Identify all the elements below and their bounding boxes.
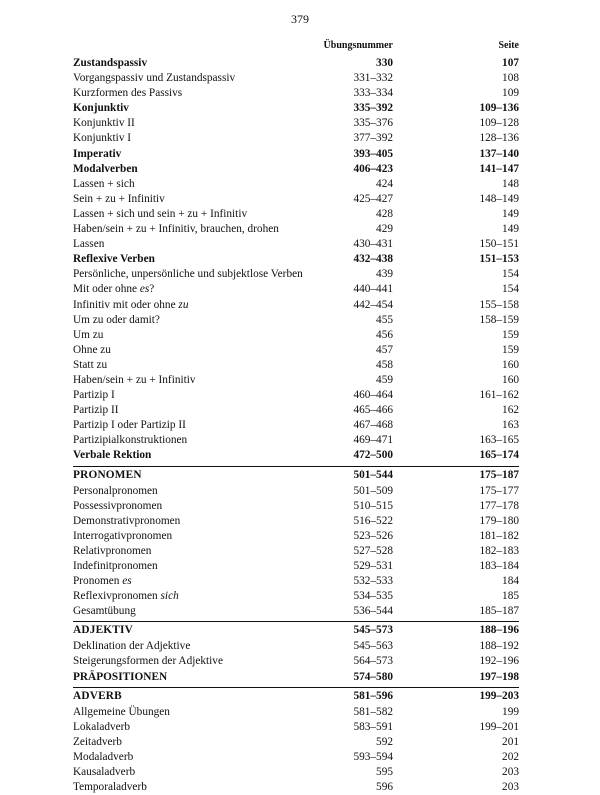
toc-entry-title-text: Modaladverb bbox=[73, 750, 134, 763]
toc-entry-title-text: Verbale Rektion bbox=[73, 449, 152, 462]
toc-entry-title-text: Allgemeine Übungen bbox=[73, 705, 170, 718]
toc-entry-title-text: Imperativ bbox=[73, 147, 122, 160]
toc-entry-title-text: Reflexive Verben bbox=[73, 253, 155, 266]
toc-entry-title-italic: es bbox=[139, 283, 150, 296]
exercise-number-range: 534–535 bbox=[353, 590, 393, 603]
toc-section-heading bbox=[73, 621, 519, 639]
page-range: 160 bbox=[502, 373, 519, 386]
page-range: 163 bbox=[502, 419, 519, 432]
table-of-contents bbox=[73, 38, 519, 795]
toc-section-heading bbox=[73, 687, 519, 705]
toc-entry-title-text: Lassen + sich bbox=[73, 177, 135, 190]
page-range: 154 bbox=[502, 268, 519, 281]
page-range: 141–147 bbox=[479, 162, 519, 175]
page-range: 192–196 bbox=[479, 655, 519, 668]
exercise-number-range: 393–405 bbox=[353, 147, 393, 160]
exercise-number-range: 456 bbox=[376, 328, 393, 341]
toc-row bbox=[73, 589, 519, 604]
toc-row bbox=[73, 388, 519, 403]
toc-chapter-row bbox=[73, 147, 519, 162]
page-range: 188–192 bbox=[479, 640, 519, 653]
toc-row bbox=[73, 574, 519, 589]
exercise-number-range: 430–431 bbox=[353, 238, 393, 251]
toc-row bbox=[73, 86, 519, 101]
toc-entry-title-text: Lassen + sich und sein + zu + Infinitiv bbox=[73, 207, 248, 220]
page-range: 185 bbox=[502, 590, 519, 603]
exercise-number-range: 467–468 bbox=[353, 419, 393, 432]
toc-chapter-row bbox=[73, 162, 519, 177]
toc-row bbox=[73, 192, 519, 207]
exercise-number-range: 595 bbox=[376, 766, 393, 779]
exercise-number-range: 469–471 bbox=[353, 434, 393, 447]
exercise-number-range: 440–441 bbox=[353, 283, 393, 296]
toc-entry-title-text: Temporaladverb bbox=[73, 781, 147, 794]
exercise-number-range: 536–544 bbox=[353, 605, 393, 618]
page-column-header: Seite bbox=[498, 40, 519, 51]
toc-row bbox=[73, 298, 519, 313]
page-range: 199 bbox=[502, 705, 519, 718]
toc-entry-title-text: Partizip I bbox=[73, 389, 115, 402]
exercise-number-column-header: Übungsnummer bbox=[323, 40, 393, 51]
toc-entry-title-text: Konjunktiv II bbox=[73, 117, 135, 130]
exercise-number-range: 527–528 bbox=[353, 544, 393, 557]
page-range: 155–158 bbox=[479, 298, 519, 311]
page-range: 159 bbox=[502, 343, 519, 356]
toc-entry-title-text: Haben/sein + zu + Infinitiv, brauchen, drohen bbox=[73, 223, 279, 236]
exercise-number-range: 429 bbox=[376, 223, 393, 236]
exercise-number-range: 432–438 bbox=[353, 253, 393, 266]
page-range: 158–159 bbox=[479, 313, 519, 326]
exercise-number-range: 406–423 bbox=[353, 162, 393, 175]
toc-entry-title-text: Lokaladverb bbox=[73, 720, 131, 733]
toc-entry-title-text: Possessivpronomen bbox=[73, 499, 163, 512]
toc-row bbox=[73, 604, 519, 619]
toc-entry-title-text: Vorgangspassiv und Zustandspassiv bbox=[73, 72, 236, 85]
toc-row bbox=[73, 282, 519, 297]
toc-entry-title-text: Modalverben bbox=[73, 162, 138, 175]
exercise-number-range: 333–334 bbox=[353, 87, 393, 100]
toc-row bbox=[73, 499, 519, 514]
exercise-number-range: 335–376 bbox=[353, 117, 393, 130]
toc-entry-title-text: PRONOMEN bbox=[73, 468, 142, 481]
page-range: 160 bbox=[502, 358, 519, 371]
page-range: 137–140 bbox=[479, 147, 519, 160]
page-range: 163–165 bbox=[479, 434, 519, 447]
toc-entry-title-text: Haben/sein + zu + Infinitiv bbox=[73, 373, 196, 386]
toc-row bbox=[73, 765, 519, 780]
exercise-number-range: 465–466 bbox=[353, 404, 393, 417]
toc-entry-title-text: Um zu bbox=[73, 328, 104, 341]
toc-chapter-row bbox=[73, 252, 519, 267]
page-range: 148–149 bbox=[479, 192, 519, 205]
toc-entry-title-text: Deklination der Adjektive bbox=[73, 640, 191, 653]
page-range: 202 bbox=[502, 750, 519, 763]
page-range: 199–201 bbox=[479, 720, 519, 733]
toc-row bbox=[73, 433, 519, 448]
toc-row bbox=[73, 484, 519, 499]
exercise-number-range: 545–573 bbox=[353, 624, 393, 637]
exercise-number-range: 330 bbox=[376, 57, 393, 69]
exercise-number-range: 428 bbox=[376, 207, 393, 220]
page-range: 197–198 bbox=[479, 670, 519, 683]
toc-row bbox=[73, 207, 519, 222]
toc-row bbox=[73, 639, 519, 654]
toc-entry-title-text: Statt zu bbox=[73, 358, 108, 371]
toc-entry-title-text: Partizipialkonstruktionen bbox=[73, 434, 188, 447]
toc-entry-title-text: ADJEKTIV bbox=[73, 624, 133, 637]
toc-entry-title-text: Um zu oder damit? bbox=[73, 313, 160, 326]
exercise-number-range: 593–594 bbox=[353, 750, 393, 763]
exercise-number-range: 501–544 bbox=[353, 468, 393, 481]
toc-entries bbox=[73, 56, 519, 795]
toc-section-heading bbox=[73, 466, 519, 484]
toc-entry-title-suffix: ? bbox=[149, 283, 155, 296]
page-range: 165–174 bbox=[479, 449, 519, 462]
toc-row bbox=[73, 418, 519, 433]
toc-row bbox=[73, 328, 519, 343]
exercise-number-range: 545–563 bbox=[353, 640, 393, 653]
exercise-number-range: 458 bbox=[376, 358, 393, 371]
toc-entry-title-text: Zeitadverb bbox=[73, 735, 122, 748]
page-range: 199–203 bbox=[479, 689, 519, 702]
page-range: 151–153 bbox=[479, 253, 519, 266]
exercise-number-range: 581–596 bbox=[353, 689, 393, 702]
toc-chapter-row bbox=[73, 101, 519, 116]
exercise-number-range: 472–500 bbox=[353, 449, 393, 462]
toc-entry-title-text: Reflexivpronomen bbox=[73, 590, 161, 603]
page-range: 177–178 bbox=[479, 499, 519, 512]
toc-entry-title-text: Ohne zu bbox=[73, 343, 111, 356]
toc-row bbox=[73, 131, 519, 146]
toc-chapter-row bbox=[73, 448, 519, 463]
toc-entry-title-text: Indefinitpronomen bbox=[73, 560, 158, 572]
toc-row bbox=[73, 735, 519, 750]
page-range: 159 bbox=[502, 328, 519, 341]
toc-row bbox=[73, 403, 519, 418]
toc-row bbox=[73, 559, 519, 574]
exercise-number-range: 532–533 bbox=[353, 575, 393, 588]
page-range: 108 bbox=[502, 72, 519, 85]
toc-row bbox=[73, 654, 519, 669]
page-range: 188–196 bbox=[479, 624, 519, 637]
exercise-number-range: 331–332 bbox=[353, 72, 393, 85]
toc-row bbox=[73, 222, 519, 237]
toc-entry-title-text: Persönliche, unpersönliche und subjektlose Verben bbox=[73, 268, 303, 281]
page-range: 150–151 bbox=[479, 238, 519, 251]
page-range: 203 bbox=[502, 781, 519, 794]
page-range: 154 bbox=[502, 283, 519, 296]
toc-entry-title-text: Demonstrativpronomen bbox=[73, 514, 181, 527]
toc-row bbox=[73, 373, 519, 388]
page-number: 379 bbox=[291, 12, 309, 26]
exercise-number-range: 523–526 bbox=[353, 529, 393, 542]
toc-entry-title-text: Partizip I oder Partizip II bbox=[73, 419, 186, 432]
exercise-number-range: 424 bbox=[376, 177, 393, 190]
exercise-number-range: 529–531 bbox=[353, 560, 393, 572]
toc-chapter-row bbox=[73, 56, 519, 71]
page-range: 161–162 bbox=[479, 389, 519, 402]
page-range: 181–182 bbox=[479, 529, 519, 542]
toc-row bbox=[73, 529, 519, 544]
toc-row bbox=[73, 514, 519, 529]
toc-entry-title-text: Kurzformen des Passivs bbox=[73, 87, 183, 100]
page-range: 149 bbox=[502, 207, 519, 220]
exercise-number-range: 457 bbox=[376, 343, 393, 356]
page-range: 128–136 bbox=[479, 132, 519, 145]
toc-entry-title-text: Zustandspassiv bbox=[73, 57, 148, 69]
toc-row bbox=[73, 313, 519, 328]
toc-row bbox=[73, 780, 519, 795]
toc-row bbox=[73, 720, 519, 735]
toc-entry-title-text: Gesamtübung bbox=[73, 605, 136, 618]
page-range: 185–187 bbox=[479, 605, 519, 618]
toc-entry-title-text: Steigerungsformen der Adjektive bbox=[73, 655, 223, 668]
page-range: 182–183 bbox=[479, 544, 519, 557]
page-range: 109–136 bbox=[479, 102, 519, 115]
exercise-number-range: 425–427 bbox=[353, 192, 393, 205]
toc-entry-title-text: ADVERB bbox=[73, 689, 122, 702]
exercise-number-range: 455 bbox=[376, 313, 393, 326]
page-range: 148 bbox=[502, 177, 519, 190]
exercise-number-range: 592 bbox=[376, 735, 393, 748]
toc-entry-title-text: Lassen bbox=[73, 238, 105, 251]
toc-entry-title-text: Personalpronomen bbox=[73, 484, 158, 497]
page-range: 162 bbox=[502, 404, 519, 417]
toc-entry-title-italic: zu bbox=[178, 298, 189, 311]
page-range: 183–184 bbox=[479, 560, 519, 572]
toc-row bbox=[73, 343, 519, 358]
toc-entry-title-text: Infinitiv mit oder ohne bbox=[73, 298, 179, 311]
exercise-number-range: 583–591 bbox=[353, 720, 393, 733]
toc-entry-title-text: Pronomen bbox=[73, 575, 123, 588]
toc-entry-title-text: Konjunktiv bbox=[73, 102, 129, 115]
toc-entry-title-text: Kausaladverb bbox=[73, 766, 136, 779]
page-range: 203 bbox=[502, 766, 519, 779]
exercise-number-range: 574–580 bbox=[353, 670, 393, 683]
exercise-number-range: 501–509 bbox=[353, 484, 393, 497]
toc-chapter-row bbox=[73, 670, 519, 685]
exercise-number-range: 510–515 bbox=[353, 499, 393, 512]
exercise-number-range: 581–582 bbox=[353, 705, 393, 718]
page-range: 175–177 bbox=[479, 484, 519, 497]
toc-entry-title-text: Mit oder ohne bbox=[73, 283, 140, 296]
page-range: 184 bbox=[502, 575, 519, 588]
page-range: 201 bbox=[502, 735, 519, 748]
exercise-number-range: 596 bbox=[376, 781, 393, 794]
toc-entry-title-italic: es bbox=[122, 575, 132, 588]
toc-entry-title-text: Relativpronomen bbox=[73, 544, 152, 557]
toc-row bbox=[73, 71, 519, 86]
exercise-number-range: 564–573 bbox=[353, 655, 393, 668]
toc-row bbox=[73, 237, 519, 252]
toc-row bbox=[73, 705, 519, 720]
exercise-number-range: 335–392 bbox=[353, 102, 393, 115]
toc-row bbox=[73, 267, 519, 282]
toc-entry-title-text: Partizip II bbox=[73, 404, 119, 417]
toc-entry-title-italic: sich bbox=[160, 590, 179, 603]
exercise-number-range: 442–454 bbox=[353, 298, 393, 311]
toc-entry-title-text: Interrogativpronomen bbox=[73, 529, 173, 542]
page-range: 175–187 bbox=[479, 468, 519, 481]
toc-row bbox=[73, 177, 519, 192]
page-range: 109 bbox=[502, 87, 519, 100]
toc-entry-title-text: PRÄPOSITIONEN bbox=[73, 670, 168, 683]
exercise-number-range: 459 bbox=[376, 373, 393, 386]
toc-entry-title-text: Sein + zu + Infinitiv bbox=[73, 192, 165, 205]
toc-entry-title-text: Konjunktiv I bbox=[73, 132, 132, 145]
exercise-number-range: 460–464 bbox=[353, 389, 393, 402]
page-range: 149 bbox=[502, 223, 519, 236]
exercise-number-range: 439 bbox=[376, 268, 393, 281]
column-header-row bbox=[73, 38, 519, 56]
toc-row bbox=[73, 116, 519, 131]
toc-row bbox=[73, 358, 519, 373]
exercise-number-range: 516–522 bbox=[353, 514, 393, 527]
exercise-number-range: 377–392 bbox=[353, 132, 393, 145]
toc-row bbox=[73, 544, 519, 559]
page-range: 179–180 bbox=[479, 514, 519, 527]
page-range: 109–128 bbox=[479, 117, 519, 130]
page-range: 107 bbox=[502, 57, 519, 69]
toc-row bbox=[73, 750, 519, 765]
